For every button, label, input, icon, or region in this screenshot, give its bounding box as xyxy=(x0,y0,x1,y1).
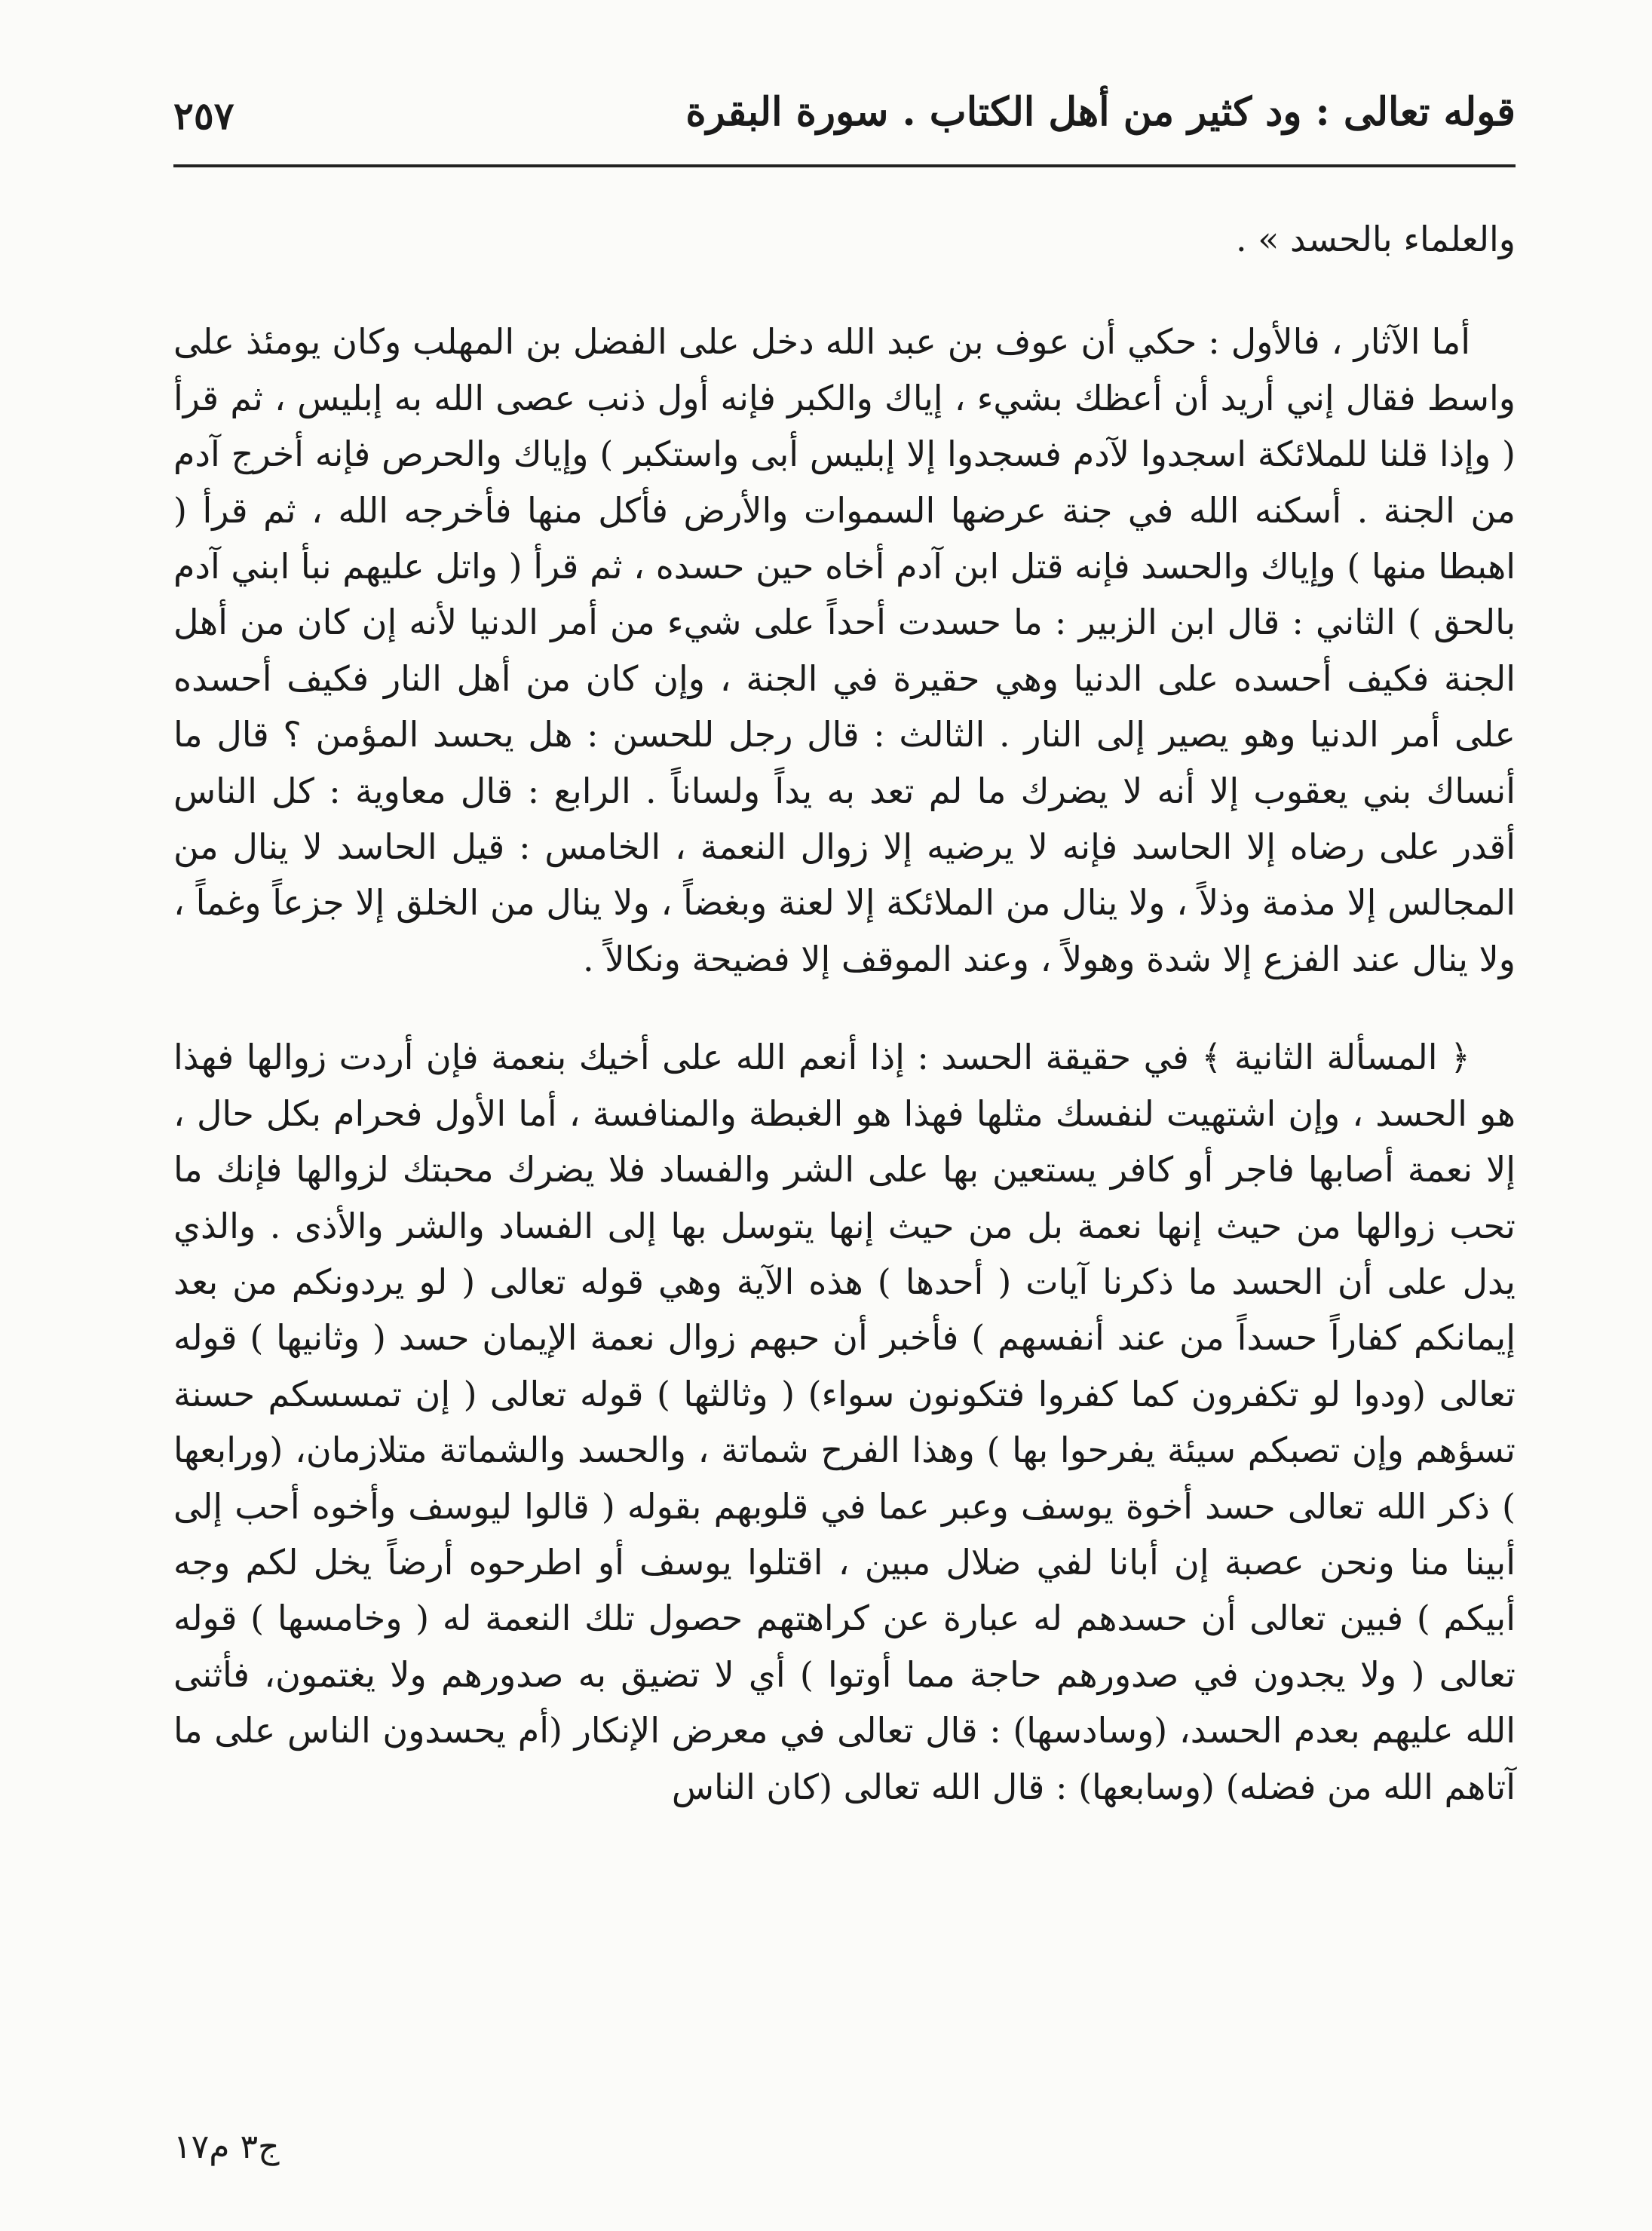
running-header xyxy=(173,89,1516,157)
body-text xyxy=(173,211,1516,1815)
paragraph-second-issue: ﴿ المسألة الثانية ﴾ في حقيقة الحسد : إذا أنعم الله على أخيك بنعمة فإن أردت زوالها فهذا هو الحسد ، وإن اشتهيت لنفسك مثلها فهذا هو الغبطة والمنافسة ، أما الأول فحرام بكل حال ، إلا نعمة أصابها فاجر أو كافر يستعين بها على الشر والفساد فلا يضرك محبتك لزوالها فإنك ما تحب زوالها من حيث إنها نعمة بل من حيث إنها يتوسل بها إلى الفساد والشر والأذى . والذي يدل على أن الحسد ما ذكرنا آيات ( أحدها ) هذه الآية وهي قوله تعالى ( لو يردونكم من بعد إيمانكم كفاراً حسداً من عند أنفسهم ) فأخبر أن حبهم زوال نعمة الإيمان حسد ( وثانيها ) قوله تعالى (ودوا لو تكفرون كما كفروا فتكونون سواء) ( وثالثها ) قوله تعالى ( إن تمسسكم حسنة تسؤهم وإن تصبكم سيئة يفرحوا بها ) وهذا الفرح شماتة ، والحسد والشماتة متلازمان، (ورابعها ) ذكر الله تعالى حسد أخوة يوسف وعبر عما في قلوبهم بقوله ( قالوا ليوسف وأخوه أحب إلى أبينا منا ونحن عصبة إن أبانا لفي ضلال مبين ، اقتلوا يوسف أو اطرحوه أرضاً يخل لكم وجه أبيكم ) فبين تعالى أن حسدهم له عبارة عن كراهتهم حصول تلك النعمة له ( وخامسها ) قوله تعالى ( ولا يجدون في صدورهم حاجة مما أوتوا ) أي لا تضيق به صدورهم ولا يغتمون، فأثنى الله عليهم بعدم الحسد، (وسادسها) : قال تعالى في معرض الإنكار (أم يحسدون الناس على ما آتاهم الله من فضله) (وسابعها) : قال الله تعالى (كان الناس xyxy=(173,1037,1516,1807)
paragraph-continuation: والعلماء بالحسد » . xyxy=(1235,219,1516,259)
paragraph-gap xyxy=(173,267,1516,314)
paragraph-gap xyxy=(173,987,1516,1029)
signature-mark: ج٣ م١٧ xyxy=(173,2128,280,2166)
header-divider xyxy=(173,164,1516,167)
page-number: ٢٥٧ xyxy=(173,93,234,138)
paragraph-athar: أما الآثار ، فالأول : حكي أن عوف بن عبد الله دخل على الفضل بن المهلب وكان يومئذ على واسط فقال إني أريد أن أعظك بشيء ، إياك والكبر فإنه أول ذنب عصى الله به إبليس ، ثم قرأ ( وإذا قلنا للملائكة اسجدوا لآدم فسجدوا إلا إبليس أبى واستكبر ) وإياك والحرص فإنه أخرج آدم من الجنة . أسكنه الله في جنة عرضها السموات والأرض فأكل منها فأخرجه الله ، ثم قرأ ( اهبطا منها ) وإياك والحسد فإنه قتل ابن آدم أخاه حين حسده ، ثم قرأ ( واتل عليهم نبأ ابني آدم بالحق ) الثاني : قال ابن الزبير : ما حسدت أحداً على شيء من أمر الدنيا لأنه إن كان من أهل الجنة فكيف أحسده على الدنيا وهي حقيرة في الجنة ، وإن كان من أهل النار فكيف أحسده على أمر الدنيا وهو يصير إلى النار . الثالث : قال رجل للحسن : هل يحسد المؤمن ؟ قال ما أنساك بني يعقوب إلا أنه لا يضرك ما لم تعد به يداً ولساناً . الرابع : قال معاوية : كل الناس أقدر على رضاه إلا الحاسد فإنه لا يرضيه إلا زوال النعمة ، الخامس : قيل الحاسد لا ينال من المجالس إلا مذمة وذلاً ، ولا ينال من الملائكة إلا لعنة وبغضاً ، ولا ينال من الخلق إلا جزعاً وغماً ، ولا ينال عند الفزع إلا شدة وهولاً ، وعند الموقف إلا فضيحة ونكالاً . xyxy=(173,321,1516,979)
header-title: قوله تعالى : ود كثير من أهل الكتاب . سورة البقرة xyxy=(685,89,1516,135)
